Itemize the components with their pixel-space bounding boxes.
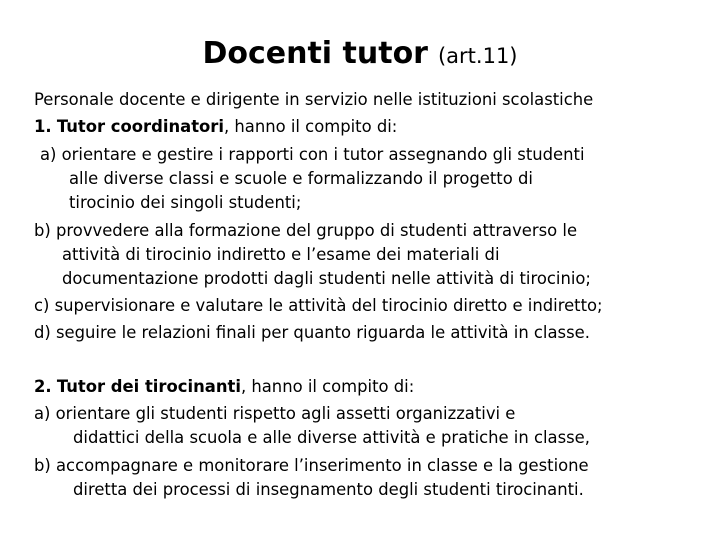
section1-item-b-line3: documentazione prodotti dagli studenti nelle attività di tirocinio; [62,269,591,288]
section1-number: 1. [34,117,52,136]
section1-item-a-line3: tirocinio dei singoli studenti; [69,193,302,212]
section1-item-b-line1: b) provvedere alla formazione del gruppo di studenti attraverso le [34,221,578,240]
title-main: Docenti tutor [202,36,428,71]
section2-item-b-line1: b) accompagnare e monitorare l’inserimento in classe e la gestione [34,456,589,475]
section2-item-a-line1: a) orientare gli studenti rispetto agli assetti organizzativi e [34,404,516,423]
section2-after: , hanno il compito di: [240,377,415,396]
section2-number: 2. [34,377,52,396]
section1-item-c: c) supervisionare e valutare le attività del tirocinio diretto e indiretto; [34,296,603,315]
section1-after: , hanno il compito di: [224,117,398,136]
section2-heading-line [34,377,414,397]
title-article: (art.11) [437,44,518,68]
section1-item-b-line2: attività di tirocinio indiretto e l’esame dei materiali di [62,245,500,264]
section1-item-a-line2: alle diverse classi e scuole e formalizzando il progetto di [69,169,533,188]
section1-item-a-line1: a) orientare e gestire i rapporti con i tutor assegnando gli studenti [40,145,585,164]
section2-heading: Tutor dei tirocinanti [56,377,241,396]
section1-heading-line [34,117,397,137]
section2-item-b-line2: diretta dei processi di insegnamento degli studenti tirocinanti. [73,480,584,499]
section2-item-a-line2: didattici della scuola e alle diverse attività e pratiche in classe, [73,428,590,447]
section1-heading: Tutor coordinatori [56,117,224,136]
slide-title [0,36,720,71]
section1-item-d: d) seguire le relazioni finali per quanto riguarda le attività in classe. [34,323,590,342]
intro-text: Personale docente e dirigente in servizio nelle istituzioni scolastiche [34,90,594,109]
